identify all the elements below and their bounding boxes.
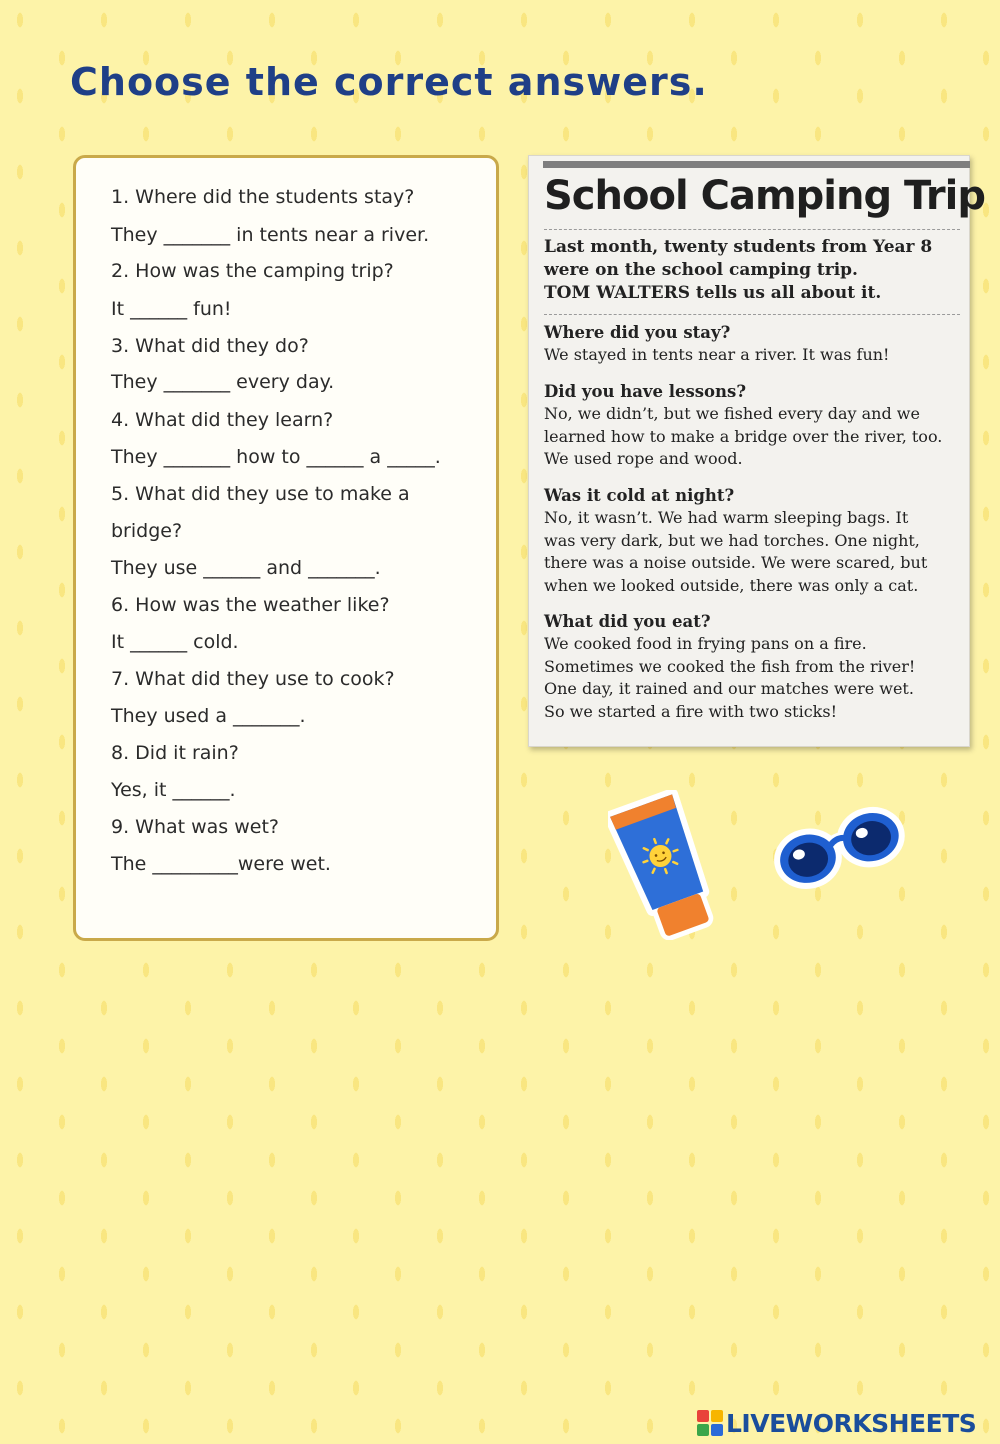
question-line: 2. How was the camping trip? (111, 260, 394, 282)
article-title: School Camping Trip (544, 173, 985, 219)
question-line: 7. What did they use to cook? (111, 668, 395, 690)
answer-line: They _______ in tents near a river. (111, 224, 430, 246)
article-section (544, 485, 966, 597)
answer-line: was very dark, but we had torches. One night, (544, 530, 920, 550)
question-line: bridge? (111, 520, 183, 542)
answer-line: They _______ every day. (111, 371, 335, 393)
liveworksheets-logo (697, 1408, 992, 1438)
answer-line: We cooked food in frying pans on a fire. (544, 634, 867, 653)
intro-line: Last month, twenty students from Year 8 (544, 237, 933, 257)
article-section (544, 611, 966, 723)
answer-line: No, it wasn’t. We had warm sleeping bags. It (544, 508, 909, 527)
answer-line: They _______ how to ______ a _____. (111, 446, 441, 468)
section-answer (544, 633, 966, 723)
article-section (544, 381, 966, 471)
section-question: What did you eat? (544, 612, 711, 631)
answer-line: One day, it rained and our matches were wet. (544, 679, 914, 698)
section-question: Did you have lessons? (544, 382, 747, 401)
article-card (528, 155, 985, 747)
intro-line: TOM WALTERS tells us all about it. (544, 283, 882, 303)
question-line: 3. What did they do? (111, 335, 309, 357)
divider (544, 229, 960, 230)
answer-line: We stayed in tents near a river. It was fun! (544, 345, 890, 364)
intro-line: were on the school camping trip. (544, 260, 858, 280)
page-title: Choose the correct answers. (70, 60, 708, 104)
answer-line: So we started a fire with two sticks! (544, 701, 838, 721)
answer-line: when we looked outside, there was only a cat. (544, 575, 919, 595)
article-intro (544, 236, 964, 305)
answer-line: They use ______ and _______. (111, 557, 381, 579)
answer-line: It ______ cold. (111, 631, 239, 653)
answer-line: We used rope and wood. (544, 449, 743, 468)
question-line: 4. What did they learn? (111, 409, 334, 431)
answer-line: Yes, it ______. (111, 779, 236, 801)
question-line: 9. What was wet? (111, 816, 280, 838)
section-question: Where did you stay? (544, 323, 731, 342)
section-question: Was it cold at night? (544, 486, 735, 505)
question-line: 6. How was the weather like? (111, 594, 390, 616)
answer-line: No, we didn’t, but we fished every day and we (544, 404, 920, 423)
answer-line: They used a _______. (111, 705, 306, 727)
liveworksheets-logo-icon (697, 1410, 723, 1436)
answer-line: learned how to make a bridge over the river, too. (544, 426, 943, 446)
article-top-bar (543, 161, 970, 168)
answer-line: It ______ fun! (111, 298, 232, 320)
question-line: 1. Where did the students stay? (111, 186, 415, 208)
article-section (544, 322, 966, 367)
question-line: 8. Did it rain? (111, 742, 239, 764)
questions-box (73, 155, 499, 941)
section-answer (544, 344, 966, 367)
answer-line: The _________were wet. (111, 853, 331, 875)
divider (544, 314, 960, 315)
section-answer (544, 507, 966, 597)
question-line: 5. What did they use to make a (111, 483, 410, 505)
sunglasses-icon (768, 800, 910, 892)
section-answer (544, 403, 966, 471)
answer-line: there was a noise outside. We were scared, but (544, 553, 928, 572)
sunscreen-tube-icon (608, 790, 728, 940)
answer-line: Sometimes we cooked the fish from the river! (544, 656, 916, 676)
brand-name: LIVEWORKSHEETS (726, 1408, 977, 1438)
